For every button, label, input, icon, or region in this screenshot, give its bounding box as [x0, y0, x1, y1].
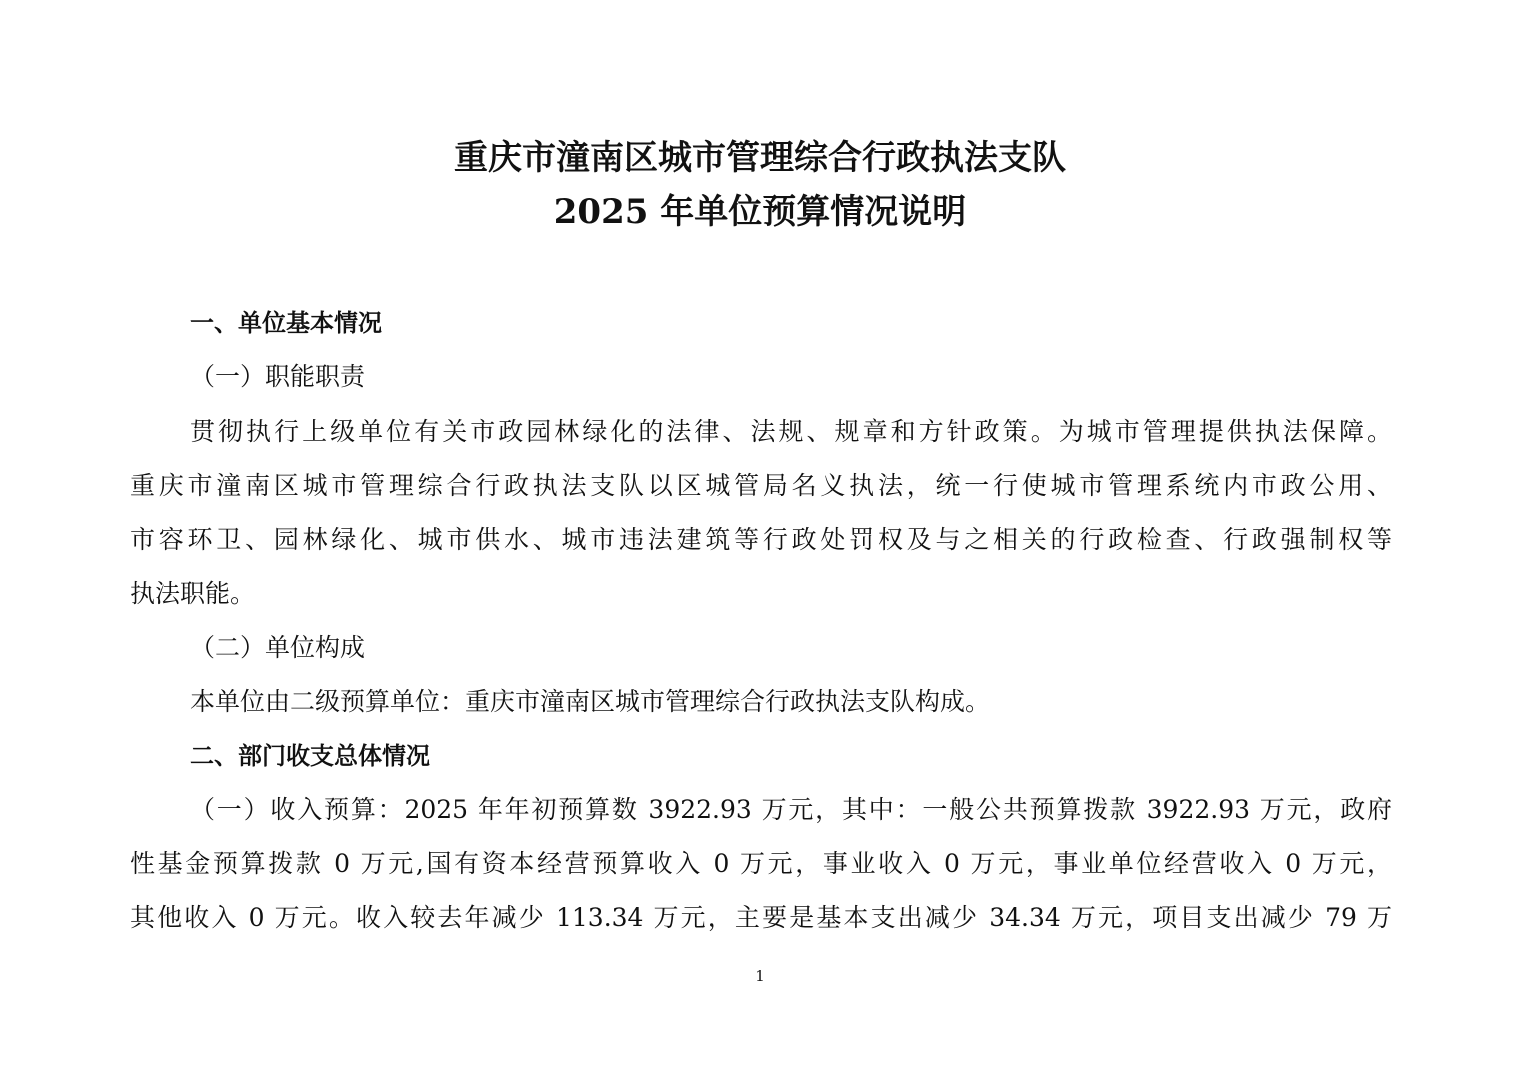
document-title-line2: 2025 年单位预算情况说明 [553, 192, 967, 232]
section-heading-revenue-expenditure: 二、部门收支总体情况 [190, 742, 430, 770]
paragraph-line: 重庆市潼南区城市管理综合行政执法支队以区城管局名义执法，统一行使城市管理系统内市政公用、 [130, 471, 1392, 500]
section-heading-basic-info: 一、单位基本情况 [190, 309, 382, 337]
paragraph-line: 性基金预算拨款 0 万元,国有资本经营预算收入 0 万元，事业收入 0 万元，事业单位经营收入 0 万元， [130, 849, 1392, 878]
subheading-functions: （一）职能职责 [190, 362, 366, 391]
document-title-line1: 重庆市潼南区城市管理综合行政执法支队 [454, 138, 1066, 178]
paragraph-line: 市容环卫、园林绿化、城市供水、城市违法建筑等行政处罚权及与之相关的行政检查、行政强制权等 [130, 525, 1392, 554]
paragraph-line: 执法职能。 [130, 579, 256, 608]
page-number: 1 [755, 967, 765, 985]
paragraph-line: （一）收入预算：2025 年年初预算数 3922.93 万元，其中：一般公共预算拨款 3922.93 万元，政府 [190, 795, 1392, 824]
paragraph-line: 贯彻执行上级单位有关市政园林绿化的法律、法规、规章和方针政策。为城市管理提供执法保障。 [190, 417, 1392, 446]
subheading-composition: （二）单位构成 [190, 633, 366, 662]
paragraph-line: 其他收入 0 万元。收入较去年减少 113.34 万元，主要是基本支出减少 34.34 万元，项目支出减少 79 万 [130, 903, 1392, 932]
paragraph-line: 本单位由二级预算单位：重庆市潼南区城市管理综合行政执法支队构成。 [190, 687, 991, 716]
